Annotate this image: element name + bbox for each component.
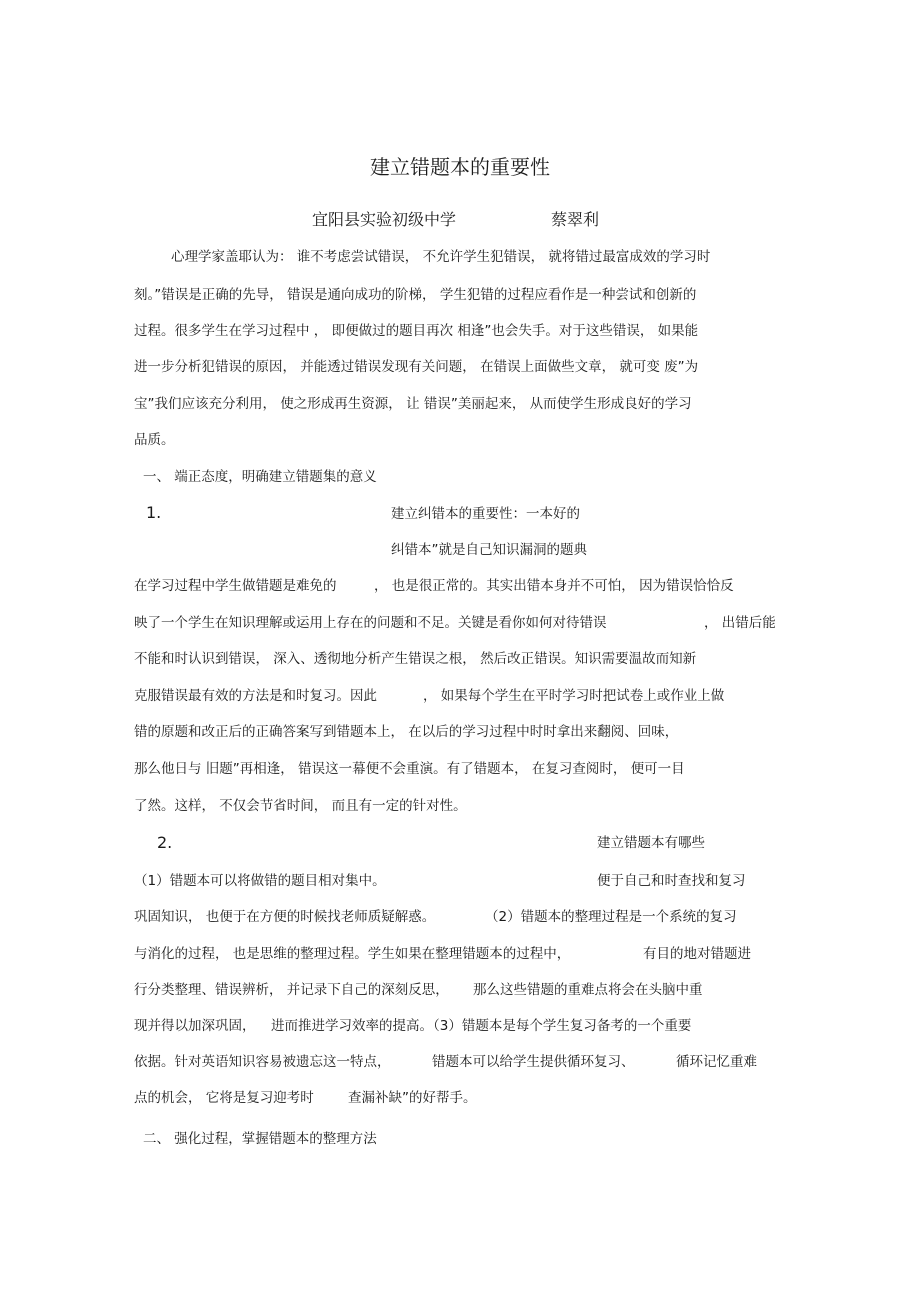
intro-line: 过程。很多学生在学习过程中 ， 即便做过的题目再次 相逢”也会失手。对于这些错误， 如果能 xyxy=(134,323,699,339)
body-line: ， 出错后能 xyxy=(704,615,776,631)
body-line: 依据。针对英语知识容易被遗忘这一特点， xyxy=(134,1054,391,1070)
body-line: 错题本可以给学生提供循环复习、 xyxy=(432,1054,635,1070)
body-line: 那么这些错题的重难点将会在头脑中重 xyxy=(473,982,703,998)
body-line: 与消化的过程， 也是思维的整理过程。学生如果在整理错题本的过程中， xyxy=(134,946,571,962)
body-line: 点的机会， 它将是复习迎考时 xyxy=(134,1090,314,1106)
body-line: 巩固知识， 也便于在方便的时候找老师质疑解惑。 xyxy=(134,909,436,925)
body-line: ， 也是很正常的。其实出错本身并不可怕， 因为错误恰恰反 xyxy=(374,578,734,594)
body-line: 在学习过程中学生做错题是难免的 xyxy=(134,578,337,594)
intro-line: 心理学家盖耶认为： 谁不考虑尝试错误， 不允许学生犯错误， 就将错过最富成效的学习时 xyxy=(171,249,711,265)
body-line: 了然。这样， 不仅会节省时间， 而且有一定的针对性。 xyxy=(134,798,467,814)
intro-line: 品质。 xyxy=(134,432,175,448)
body-line: 那么他日与 旧题”再相逢， 错误这一幕便不会重演。有了错题本， 在复习查阅时， 便可一目 xyxy=(134,761,685,777)
body-line: （2）错题本的整理过程是一个系统的复习 xyxy=(485,909,737,925)
body-line: （1）错题本可以将做错的题目相对集中。 xyxy=(134,873,386,889)
section-heading: 一、 端正态度，明确建立错题集的意义 xyxy=(143,469,377,485)
body-line: 不能和时认识到错误， 深入、透彻地分析产生错误之根， 然后改正错误。知识需要温故而知新 xyxy=(134,651,697,667)
intro-line: 刻。”错误是正确的先导， 错误是通向成功的阶梯， 学生犯错的过程应看作是一种尝试和创新的 xyxy=(134,287,697,303)
body-line: 进而推进学习效率的提高。（3）错题本是每个学生复习备考的一个重要 xyxy=(271,1018,692,1034)
item-title: 纠错本”就是自己知识漏洞的题典 xyxy=(391,542,587,558)
item-title: 建立纠错本的重要性：一本好的 xyxy=(391,506,580,522)
item-number: 1. xyxy=(146,503,162,522)
body-line: 现并得以加深巩固， xyxy=(134,1018,256,1034)
body-line: ， 如果每个学生在平时学习时把试卷上或作业上做 xyxy=(423,688,725,704)
body-line: 查漏补缺”的好帮手。 xyxy=(348,1090,477,1106)
body-line: 循环记忆重难 xyxy=(676,1054,757,1070)
author-name: 蔡翠利 xyxy=(551,210,600,229)
school-name: 宜阳县实验初级中学 xyxy=(312,210,457,229)
intro-line: 宝”我们应该充分利用， 使之形成再生资源， 让 错误”美丽起来， 从而使学生形成良好的学习 xyxy=(134,396,692,412)
body-line: 克服错误最有效的方法是和时复习。因此 xyxy=(134,688,377,704)
body-line: 有目的地对错题进 xyxy=(643,946,751,962)
body-line: 映了一个学生在知识理解或运用上存在的问题和不足。关键是看你如何对待错误 xyxy=(134,615,607,631)
section-heading: 二、 强化过程，掌握错题本的整理方法 xyxy=(143,1131,377,1147)
document-title: 建立错题本的重要性 xyxy=(370,155,550,179)
intro-line: 进一步分析犯错误的原因， 并能透过错误发现有关问题， 在错误上面做些文章， 就可变 废”为 xyxy=(134,359,699,375)
body-line: 错的原题和改正后的正确答案写到错题本上， 在以后的学习过程中时时拿出来翻阅、回味， xyxy=(134,724,679,740)
body-line: 便于自己和时查找和复习 xyxy=(597,873,746,889)
item-title: 建立错题本有哪些 xyxy=(597,835,705,851)
item-number: 2. xyxy=(157,833,173,852)
body-line: 行分类整理、错误辨析， 并记录下自己的深刻反思， xyxy=(134,982,449,998)
